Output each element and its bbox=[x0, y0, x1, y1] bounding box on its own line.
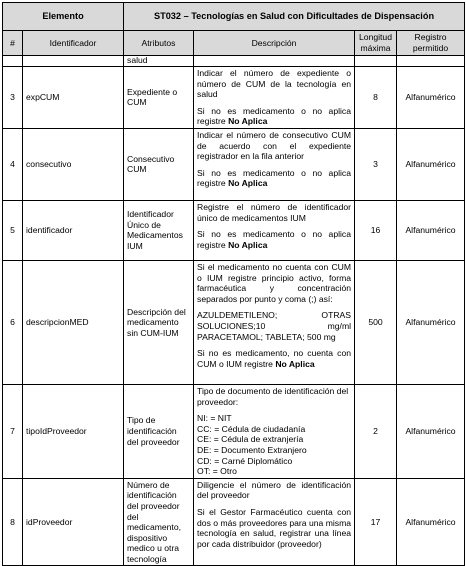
description-text: Registre el número de identificador único de medicamentos IUM bbox=[197, 201, 352, 223]
row-max-length: 16 bbox=[355, 200, 397, 260]
row-number: 7 bbox=[3, 384, 23, 478]
row-attribute: Descripción del medicamento sin CUM-IUM bbox=[124, 260, 194, 384]
id-type-code: NI: = NIT bbox=[197, 413, 232, 424]
continuation-text: salud bbox=[124, 56, 194, 67]
row-number: 6 bbox=[3, 260, 23, 384]
row-allowed-type: Alfanumérico bbox=[397, 200, 465, 260]
row-allowed-type: Alfanumérico bbox=[397, 478, 465, 566]
table-row bbox=[3, 478, 465, 566]
id-type-code: CE: = Cédula de extranjería bbox=[197, 434, 304, 445]
id-type-code: CD: = Carné Diplomático bbox=[197, 455, 293, 466]
row-identifier: identificador bbox=[23, 200, 124, 260]
row-allowed-type: Alfanumérico bbox=[397, 384, 465, 478]
row-attribute: Expediente o CUM bbox=[124, 67, 194, 129]
row-max-length: 3 bbox=[355, 128, 397, 200]
spec-table bbox=[2, 2, 465, 566]
id-type-code: DE: = Documento Extranjero bbox=[197, 444, 307, 455]
row-description bbox=[194, 384, 355, 478]
description-text: Tipo de documento de identificación del proveedor: bbox=[197, 385, 349, 407]
row-max-length: 8 bbox=[355, 67, 397, 129]
row-description bbox=[194, 200, 355, 260]
row-allowed-type: Alfanumérico bbox=[397, 128, 465, 200]
row-description bbox=[194, 260, 355, 384]
row-identifier: tipoIdProveedor bbox=[23, 384, 124, 478]
id-type-code: OT: = Otro bbox=[197, 466, 237, 477]
table-row bbox=[3, 200, 465, 260]
row-identifier: idProveedor bbox=[23, 478, 124, 566]
table-row bbox=[3, 384, 465, 478]
row-attribute: Número de identificación del proveedor del medicamento, dispositivo medico u otra tecnología bbox=[124, 478, 194, 566]
row-identifier: consecutivo bbox=[23, 128, 124, 200]
row-max-length: 2 bbox=[355, 384, 397, 478]
description-text: Si el medicamento no cuenta con CUM o IUM registre principio activo, forma farmacéutica y concentración separados por punto y coma (;) así: bbox=[197, 261, 352, 304]
description-example: AZULDEMETILENO; OTRAS SOLUCIONES;10 mg/ml PARACETAMOL; TABLETA; 500 mg bbox=[197, 310, 352, 342]
col-atributos-header: Atributos bbox=[124, 31, 194, 56]
description-note: Si no es medicamento, no cuenta con CUM o IUM registre No Aplica bbox=[197, 348, 352, 369]
description-note: Si no es medicamento o no aplica registre No Aplica bbox=[197, 167, 352, 189]
description-note: Si el Gestor Farmacéutico cuenta con dos o más proveedores para una misma tecnología en salud, registrar una línea por cada distribuidor (proveedor) bbox=[197, 506, 352, 549]
row-number: 8 bbox=[3, 478, 23, 566]
row-number: 5 bbox=[3, 200, 23, 260]
row-description bbox=[194, 67, 355, 129]
id-type-code: CC: = Cédula de ciudadanía bbox=[197, 423, 306, 434]
row-identifier: expCUM bbox=[23, 67, 124, 129]
row-attribute: Identificador Único de Medicamentos IUM bbox=[124, 200, 194, 260]
col-descripcion-header: Descripción bbox=[194, 31, 355, 56]
description-text: Indicar el número de expediente o número de CUM de la tecnología en salud bbox=[197, 68, 352, 100]
row-max-length: 17 bbox=[355, 478, 397, 566]
column-header-row bbox=[3, 31, 465, 56]
col-identificador-header: Identificador bbox=[23, 31, 124, 56]
description-note: Si no es medicamento o no aplica registre No Aplica bbox=[197, 105, 352, 127]
row-description bbox=[194, 128, 355, 200]
table-row bbox=[3, 67, 465, 129]
row-identifier: descripcionMED bbox=[23, 260, 124, 384]
title-row bbox=[3, 3, 465, 31]
table-title: ST032 – Tecnologías en Salud con Dificultades de Dispensación bbox=[124, 3, 465, 31]
row-allowed-type: Alfanumérico bbox=[397, 67, 465, 129]
elemento-header: Elemento bbox=[3, 3, 124, 31]
row-description bbox=[194, 478, 355, 566]
row-attribute: Tipo de identificación del proveedor bbox=[124, 384, 194, 478]
description-text: Indicar el número de consecutivo CUM de acuerdo con el expediente registrador en la fila anterior bbox=[197, 129, 352, 162]
table-row bbox=[3, 128, 465, 200]
description-note: Si no es medicamento o no aplica registre No Aplica bbox=[197, 229, 352, 250]
col-longitud-header: Longitud máxima bbox=[355, 31, 397, 56]
row-max-length: 500 bbox=[355, 260, 397, 384]
col-registro-header: Registro permitido bbox=[397, 31, 465, 56]
row-number: 3 bbox=[3, 67, 23, 129]
row-number: 4 bbox=[3, 128, 23, 200]
description-text: Diligencie el número de identificación del proveedor bbox=[197, 479, 352, 501]
continuation-row bbox=[3, 56, 465, 67]
col-num-header: # bbox=[3, 31, 23, 56]
row-allowed-type: Alfanumérico bbox=[397, 260, 465, 384]
row-attribute: Consecutivo CUM bbox=[124, 128, 194, 200]
table-row bbox=[3, 260, 465, 384]
